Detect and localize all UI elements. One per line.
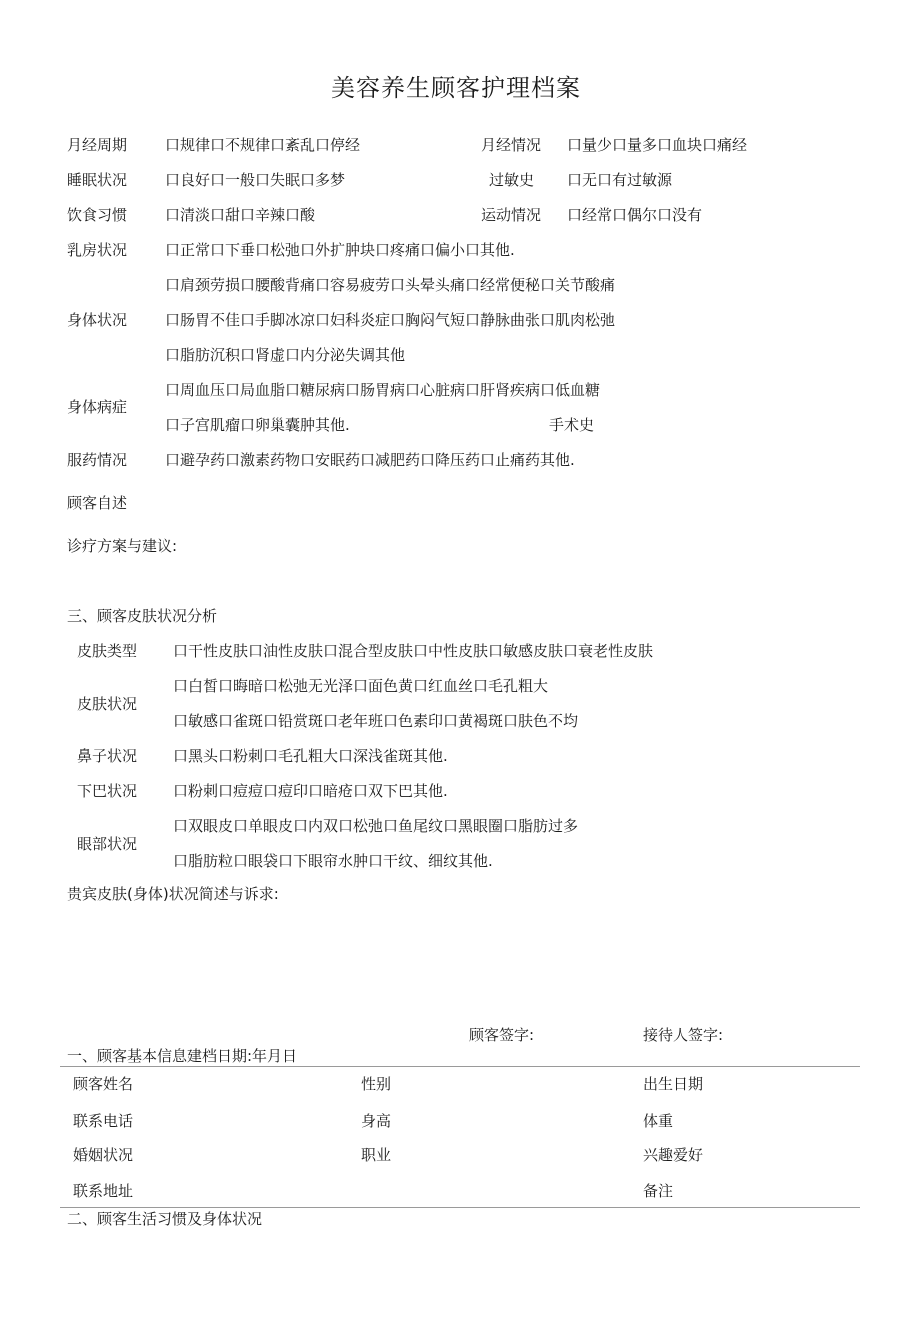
skin-type-options[interactable]: 口干性皮肤口油性皮肤口混合型皮肤口中性皮肤口敏感皮肤口衰老性皮肤 — [173, 642, 654, 660]
marital-status-label: 婚姻状况 — [73, 1146, 134, 1164]
disease-label: 身体病症 — [67, 398, 128, 416]
diet-options[interactable]: 口清淡口甜口辛辣口酸 — [165, 206, 316, 224]
body-condition-line-2[interactable]: 口肠胃不佳口手脚冰凉口妇科炎症口胸闷气短口静脉曲张口肌肉松弛 — [165, 311, 616, 329]
skin-type-label: 皮肤类型 — [77, 642, 138, 660]
menstrual-condition-options[interactable]: 口量少口量多口血块口痛经 — [567, 136, 748, 154]
page-title: 美容养生顾客护理档案 — [331, 74, 581, 102]
basic-info-heading: 一、顾客基本信息建档日期:年月日 — [67, 1047, 298, 1065]
diet-label: 饮食习惯 — [67, 206, 128, 224]
skin-condition-line-2[interactable]: 口敏感口雀斑口铅赏斑口老年班口色素印口黄褐斑口肤色不均 — [173, 712, 579, 730]
address-label: 联系地址 — [73, 1182, 134, 1200]
lifestyle-section-heading: 二、顾客生活习惯及身体状况 — [67, 1210, 263, 1228]
eye-condition-label: 眼部状况 — [77, 835, 138, 853]
receptionist-signature-label: 接待人签字: — [643, 1026, 724, 1044]
disease-line-1[interactable]: 口周血压口局血脂口糖尿病口肠胃病口心脏病口肝肾疾病口低血糖 — [165, 381, 601, 399]
skin-section-heading: 三、顾客皮肤状况分析 — [67, 607, 218, 625]
menstrual-condition-label: 月经情况 — [481, 136, 542, 154]
medication-label: 服药情况 — [67, 451, 128, 469]
sleep-label: 睡眠状况 — [67, 171, 128, 189]
eye-condition-line-2[interactable]: 口脂肪粒口眼袋口下眼帘水肿口干纹、细纹其他. — [173, 852, 493, 870]
nose-options[interactable]: 口黑头口粉刺口毛孔粗大口深浅雀斑其他. — [173, 747, 448, 765]
hobbies-label: 兴趣爱好 — [643, 1146, 704, 1164]
surgery-history-label: 手术史 — [549, 416, 595, 434]
weight-label: 体重 — [643, 1112, 674, 1130]
disease-line-2[interactable]: 口子宫肌瘤口卵巢囊肿其他. — [165, 416, 350, 434]
birth-date-label: 出生日期 — [643, 1075, 704, 1093]
allergy-options[interactable]: 口无口有过敏源 — [567, 171, 673, 189]
occupation-label: 职业 — [361, 1146, 392, 1164]
body-condition-line-1[interactable]: 口肩颈劳损口腰酸背痛口容易疲劳口头晕头痛口经常便秘口关节酸痛 — [165, 276, 616, 294]
eye-condition-line-1[interactable]: 口双眼皮口单眼皮口内双口松弛口鱼尾纹口黑眼圈口脂肪过多 — [173, 817, 579, 835]
gender-label: 性别 — [361, 1075, 392, 1093]
breast-options[interactable]: 口正常口下垂口松弛口外扩肿块口疼痛口偏小口其他. — [165, 241, 515, 259]
basic-info-bottom-rule — [60, 1207, 860, 1208]
basic-info-top-rule — [60, 1066, 860, 1067]
phone-label: 联系电话 — [73, 1112, 134, 1130]
sleep-options[interactable]: 口良好口一般口失眠口多梦 — [165, 171, 346, 189]
exercise-label: 运动情况 — [481, 206, 542, 224]
skin-condition-label: 皮肤状况 — [77, 695, 138, 713]
medication-options[interactable]: 口避孕药口激素药物口安眠药口减肥药口降压药口止痛药其他. — [165, 451, 575, 469]
chin-options[interactable]: 口粉刺口痘痘口痘印口暗疮口双下巴其他. — [173, 782, 448, 800]
self-report-label: 顾客自述 — [67, 494, 128, 512]
skin-condition-line-1[interactable]: 口白皙口晦暗口松弛无光泽口面色黄口红血丝口毛孔粗大 — [173, 677, 549, 695]
customer-signature-label: 顾客签字: — [469, 1026, 535, 1044]
height-label: 身高 — [361, 1112, 392, 1130]
allergy-label: 过敏史 — [489, 171, 535, 189]
name-label: 顾客姓名 — [73, 1075, 134, 1093]
menstrual-cycle-options[interactable]: 口规律口不规律口紊乱口停经 — [165, 136, 361, 154]
treatment-plan-label: 诊疗方案与建议: — [67, 537, 178, 555]
nose-label: 鼻子状况 — [77, 747, 138, 765]
body-condition-line-3[interactable]: 口脂肪沉积口肾虚口内分泌失调其他 — [165, 346, 406, 364]
exercise-options[interactable]: 口经常口偶尔口没有 — [567, 206, 703, 224]
skin-summary-label: 贵宾皮肤(身体)状况简述与诉求: — [67, 885, 279, 903]
breast-label: 乳房状况 — [67, 241, 128, 259]
chin-label: 下巴状况 — [77, 782, 138, 800]
menstrual-cycle-label: 月经周期 — [67, 136, 128, 154]
remarks-label: 备注 — [643, 1182, 674, 1200]
body-condition-label: 身体状况 — [67, 311, 128, 329]
